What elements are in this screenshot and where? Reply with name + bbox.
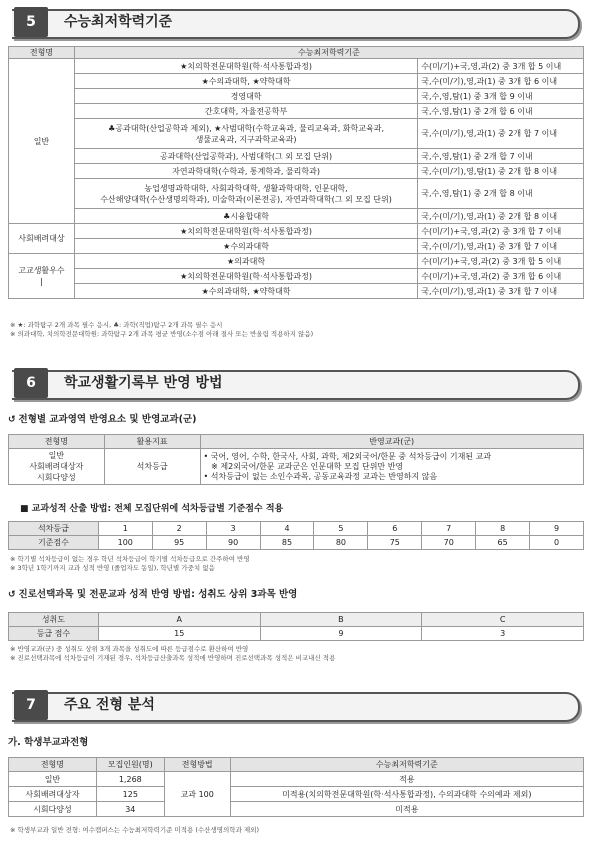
header-subjects: 반영교과(군) <box>200 435 584 449</box>
criteria-cell: 국,수,영,탐(1) 중 2개 합 6 이내 <box>418 104 584 119</box>
unit-cell: 자연과학대학(수학과, 통계학과, 물리학과) <box>74 164 417 179</box>
score-cell: 75 <box>368 536 422 550</box>
achievement-cell: B <box>260 613 422 627</box>
unit-cell: 간호대학, 자율전공학부 <box>74 104 417 119</box>
grade-cell: 1 <box>98 522 152 536</box>
grade-cell: 3 <box>206 522 260 536</box>
note-line: ※ 학기별 석차등급이 없는 경우 학년 석차등급이 학기별 석차등급으로 간주하여 반영 <box>10 555 250 563</box>
criteria-cell: 국,수(미/기),영,과(1) 중 3개 합 6 이내 <box>418 74 584 89</box>
quota-cell: 34 <box>96 802 164 817</box>
criteria-cell: 미적용 <box>230 802 583 817</box>
admission-analysis-table <box>8 757 584 817</box>
score-cell: 0 <box>530 536 584 550</box>
unit-cell: 공과대학(산업공학과), 사범대학(그 외 모집 단위) <box>74 149 417 164</box>
grade-cell: 5 <box>314 522 368 536</box>
criteria-cell: 미적용(치의학전문대학원(학·석사통합과정), 수의과대학 수의예과 제외) <box>230 787 583 802</box>
method-cell: 교과 100 <box>164 772 230 817</box>
unit-cell: ★의과대학 <box>74 254 417 269</box>
score-cell: 95 <box>152 536 206 550</box>
criteria-cell: 국,수(미/기),영,탐(1) 중 2개 합 8 이내 <box>418 164 584 179</box>
unit-cell: ★수의과대학 <box>74 239 417 254</box>
arrow-bullet-icon: ↺ <box>8 415 16 425</box>
unit-cell: ★수의과대학, ★약학대학 <box>74 74 417 89</box>
achievement-score-cell: 15 <box>98 627 260 641</box>
admission-name-cell: 일반 <box>9 772 97 787</box>
header-score: 기준점수 <box>9 536 99 550</box>
index-cell: 석차등급 <box>104 449 200 485</box>
criteria-cell: 국,수(미/기),영,과(1) 중 3개 합 7 이내 <box>418 284 584 299</box>
bullet-line: ※ 제2외국어/한문 교과군은 인문대학 모집 단위만 반영 <box>203 461 404 471</box>
note-line: ※ 반영교과(군) 중 성취도 상위 3개 과목을 성취도에 따른 등급점수로 환산하여 반영 <box>10 645 249 653</box>
achievement-cell: A <box>98 613 260 627</box>
bullet-line: • 석차등급이 없는 소인수과목, 공동교육과정 교과는 반영하지 않음 <box>203 471 438 481</box>
achievement-score-table <box>8 612 584 641</box>
subheading-3: ↺ 진로선택과목 및 전문교과 성적 반영 방법: 성취도 상위 3과목 반영 <box>8 589 298 600</box>
s6-notes-2 <box>10 645 335 663</box>
criteria-cell: 수(미/기)+국,영,과(2) 중 3개 합 6 이내 <box>418 269 584 284</box>
note-line: ※ 3학년 1학기까지 교과 성적 반영 (졸업자도 동일), 학년별 가중치 없음 <box>10 564 215 572</box>
criteria-cell: 국,수,영,탐(1) 중 2개 합 8 이내 <box>418 179 584 209</box>
score-cell: 80 <box>314 536 368 550</box>
header-achievement: 성취도 <box>9 613 99 627</box>
criteria-cell: 국,수,영,탐(1) 중 3개 합 9 이내 <box>418 89 584 104</box>
subheading-1: ↺ 전형별 교과영역 반영요소 및 반영교과(군) <box>8 414 197 425</box>
admission-types-cell: 일반 사회배려대상자 시회다양성 <box>9 449 105 485</box>
subheading-2: ■ 교과성적 산출 방법: 전체 모집단위에 석차등급별 기준점수 적용 <box>20 504 284 514</box>
header-admission-type: 전형명 <box>9 47 75 59</box>
section-number: 5 <box>14 7 48 37</box>
subheading-ga: 가. 학생부교과전형 <box>8 737 89 748</box>
criteria-cell: 수(미/기)+국,영,과(2) 중 3개 합 5 이내 <box>418 254 584 269</box>
header-index: 활용지표 <box>104 435 200 449</box>
quota-cell: 125 <box>96 787 164 802</box>
unit-cell: ♣공과대학(산업공학과 제외), ★사범대학(수학교육과, 물리교육과, 화학교육과, 생물교육과, 지구과학교육과) <box>74 119 417 149</box>
grade-cell: 4 <box>260 522 314 536</box>
section-6-header <box>12 368 580 398</box>
note-line: ※ 진로선택과목에 석차등급이 기재된 경우, 석차등급산출과목 성적에 반영하며 진로선택과목 성적은 비교내신 적용 <box>10 654 336 662</box>
group-lowincome: 고교생활우수 | <box>9 254 75 299</box>
grade-cell: 6 <box>368 522 422 536</box>
unit-cell: 경영대학 <box>74 89 417 104</box>
csat-minimum-table <box>8 46 584 299</box>
score-cell: 90 <box>206 536 260 550</box>
grade-cell: 9 <box>530 522 584 536</box>
s7-note: ※ 학생부교과 일반 전형: 여수캠퍼스는 수능최저학력기준 미적용 (수산생명의학과 제외) <box>10 826 260 834</box>
criteria-cell: 국,수,영,탐(1) 중 2개 합 7 이내 <box>418 149 584 164</box>
header-quota: 모집인원(명) <box>96 758 164 772</box>
criteria-cell: 국,수(미/기),영,과(1) 중 2개 합 7 이내 <box>418 119 584 149</box>
criteria-cell: 국,수(미/기),영,과(1) 중 2개 합 8 이내 <box>418 209 584 224</box>
achievement-score-cell: 9 <box>260 627 422 641</box>
grade-score-table <box>8 521 584 550</box>
score-cell: 100 <box>98 536 152 550</box>
unit-cell: ♣시융합대학 <box>74 209 417 224</box>
grade-cell: 7 <box>422 522 476 536</box>
bullet-line: • 국어, 영어, 수학, 한국사, 사회, 과학, 제2외국어/한문 중 석차등급이 기재된 교과 <box>203 451 492 461</box>
section-title: 주요 전형 분석 <box>64 697 155 713</box>
score-cell: 85 <box>260 536 314 550</box>
note-line: ※ ★: 과학탐구 2개 과목 필수 응시, ♣: 과학(직업)탐구 2개 과목 필수 응시 <box>10 321 223 329</box>
header-method: 전형방법 <box>164 758 230 772</box>
note-line: ※ 의과대학, 치의학전문대학원: 과학탐구 2개 과목 평균 반영(소수점 아래 절사 또는 반올림 적용하지 않음) <box>10 330 314 338</box>
header-grade: 석차등급 <box>9 522 99 536</box>
group-social: 사회배려대상 <box>9 224 75 254</box>
criteria-cell: 수(미/기)+국,영,과(2) 중 3개 합 7 이내 <box>418 224 584 239</box>
unit-cell: ★치의학전문대학원(학·석사통합과정) <box>74 269 417 284</box>
admission-name-cell: 사회배려대상자 <box>9 787 97 802</box>
grade-cell: 8 <box>476 522 530 536</box>
section-5-header <box>12 7 580 37</box>
criteria-cell: 적용 <box>230 772 583 787</box>
criteria-cell: 국,수(미/기),영,과(1) 중 3개 합 7 이내 <box>418 239 584 254</box>
score-cell: 70 <box>422 536 476 550</box>
header-admission-type: 전형명 <box>9 435 105 449</box>
unit-cell: 농업생명과학대학, 사회과학대학, 생활과학대학, 인문대학, 수산해양대학(수산생명의학과), 미술학과(이론전공), 자연과학대학(그 외 모집 단위) <box>74 179 417 209</box>
header-achievement-score: 등급 점수 <box>9 627 99 641</box>
section-title: 수능최저학력기준 <box>64 14 173 30</box>
header-admission-type: 전형명 <box>9 758 97 772</box>
header-csat-criteria: 수능최저학력기준 <box>230 758 583 772</box>
unit-cell: ★치의학전문대학원(학·석사통합과정) <box>74 224 417 239</box>
header-csat-criteria: 수능최저학력기준 <box>74 47 583 59</box>
group-general: 일반 <box>9 59 75 224</box>
s6-notes-1 <box>10 555 250 573</box>
section-number: 7 <box>14 690 48 720</box>
score-cell: 65 <box>476 536 530 550</box>
unit-cell: ★치의학전문대학원(학·석사통합과정) <box>74 59 417 74</box>
admission-name-cell: 시회다양성 <box>9 802 97 817</box>
unit-cell: ★수의과대학, ★약학대학 <box>74 284 417 299</box>
achievement-cell: C <box>422 613 584 627</box>
section-title: 학교생활기록부 반영 방법 <box>64 375 223 391</box>
subjects-cell <box>200 449 584 485</box>
criteria-cell: 수(미/기)+국,영,과(2) 중 3개 합 5 이내 <box>418 59 584 74</box>
section-number: 6 <box>14 368 48 398</box>
grade-cell: 2 <box>152 522 206 536</box>
reflection-subjects-table <box>8 434 584 485</box>
s5-notes <box>10 321 313 339</box>
arrow-bullet-icon: ↺ <box>8 590 16 600</box>
achievement-score-cell: 3 <box>422 627 584 641</box>
section-7-header <box>12 690 580 720</box>
quota-cell: 1,268 <box>96 772 164 787</box>
